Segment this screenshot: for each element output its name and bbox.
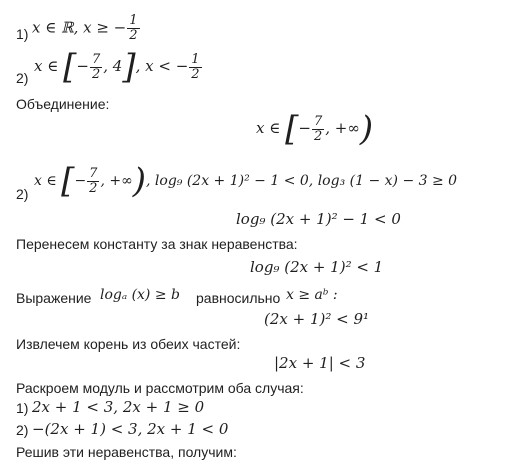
fraction-seven-halves: [90, 53, 102, 82]
union-expr-a: x ∈: [256, 119, 281, 137]
condition-2-math: x ∈ [− $\frac{7}{2}$ , 4], x < − $\frac{1}{2}$: [34, 47, 200, 87]
inequality-2: log₉ (2x + 1)² < 1: [250, 258, 384, 276]
move-constant-label: Перенесем константу за знак неравенства:: [16, 236, 298, 252]
root-label: Извлечем корень из обеих частей:: [16, 336, 241, 352]
system-expr-c: , log₉ (2x + 1)² − 1 < 0, log₃ (1 − x) − 3 ≥ 0: [146, 173, 458, 189]
left-bracket: [: [63, 47, 77, 87]
condition-2-expr-b: , 4: [103, 57, 123, 75]
union-label: Объединение:: [16, 96, 110, 112]
fraction-numerator: 7: [91, 51, 101, 67]
expression-label: Выражение: [16, 290, 92, 306]
inequality-1: log₉ (2x + 1)² − 1 < 0: [236, 210, 401, 228]
fraction-one-half: [127, 14, 139, 43]
log-rule-math: logₐ (x) ≥ b: [100, 287, 180, 303]
fraction-denominator: 2: [191, 66, 200, 82]
case-2-math: −(2x + 1) < 3, 2x + 1 < 0: [32, 420, 229, 438]
item-number-2b: 2): [16, 186, 29, 202]
system-expr-a: x ∈: [34, 173, 57, 189]
left-bracket: [: [61, 161, 75, 201]
item-number-2: 2): [16, 70, 29, 86]
fraction-denominator: 2: [89, 180, 98, 196]
case-number-2: 2): [16, 422, 29, 438]
condition-1-math: [32, 14, 141, 43]
solve-label: Решив эти неравенства, получим:: [16, 444, 237, 460]
fraction-denominator: 2: [313, 128, 323, 144]
fraction-numerator: 1: [191, 51, 200, 67]
fraction-one-half-2: [189, 53, 201, 82]
case-1-math: 2x + 1 < 3, 2x + 1 ≥ 0: [32, 398, 205, 416]
right-bracket: ]: [122, 47, 136, 87]
power-rule-math: x ≥ aᵇ :: [286, 287, 338, 303]
union-expr-b: , +∞: [325, 119, 360, 137]
inequality-4: |2x + 1| < 3: [274, 354, 366, 372]
case-number-1: 1): [16, 400, 29, 416]
condition-1-expression: x ∈ ℝ, x ≥ −: [32, 18, 127, 37]
right-paren: ): [132, 161, 147, 201]
fraction-seven-halves: [312, 115, 324, 144]
fraction-denominator: 2: [91, 66, 101, 82]
system-expr-b: , +∞: [100, 173, 133, 189]
fraction-numerator: 1: [129, 13, 138, 28]
condition-2-expr-c: , x < −: [135, 57, 189, 75]
system-math: x ∈ [− $\frac{7}{2}$ , +∞), log₉ (2x + 1)² − 1 < 0, log₃ (1 − x) − 3 ≥ 0: [34, 161, 458, 201]
union-result-math: x ∈ [− $\frac{7}{2}$ , +∞): [256, 109, 374, 149]
item-number-1: 1): [16, 26, 29, 42]
right-paren: ): [359, 109, 374, 149]
fraction-numerator: 7: [313, 113, 323, 129]
fraction-denominator: 2: [129, 28, 138, 43]
fraction-seven-halves: [87, 167, 99, 196]
fraction-numerator: 7: [89, 165, 98, 181]
left-bracket: [: [285, 109, 299, 149]
equivalent-label: равносильно: [196, 290, 281, 306]
cases-label: Раскроем модуль и рассмотрим оба случая:: [16, 380, 304, 396]
condition-2-expr-a: x ∈: [34, 57, 59, 75]
inequality-3: (2x + 1)² < 9¹: [264, 310, 370, 328]
